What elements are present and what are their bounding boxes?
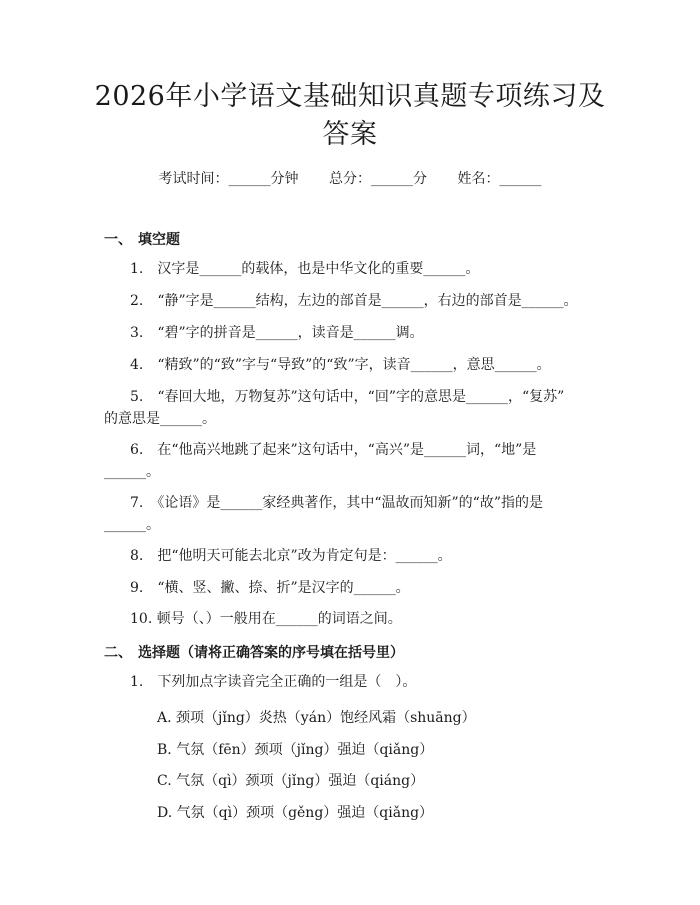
section-heading-multiple-choice xyxy=(104,642,404,662)
question-continuation: ______。 xyxy=(104,464,160,480)
question-line: 10. 顿号（、）一般用在______的词语之间。 xyxy=(130,611,402,627)
question-line: 3. “碧”字的拼音是______，读音是______调。 xyxy=(130,325,424,341)
question-continuation: ______。 xyxy=(104,517,160,533)
exam-time-field: 考试时间：______分钟 xyxy=(158,171,299,187)
question-continuation: 的意思是______。 xyxy=(104,411,216,427)
option-b: B. 气氛（fēn）颈项（jǐng）强迫（qiǎng） xyxy=(157,742,434,758)
question-line: 2. “静”字是______结构，左边的部首是______，右边的部首是______。 xyxy=(130,293,578,309)
total-score-field: 总分：______分 xyxy=(329,171,427,187)
section-title: 选择题（请将正确答案的序号填在括号里） xyxy=(138,645,404,661)
question-line: 9. “横、竖、撇、捺、折”是汉字的______。 xyxy=(130,580,410,596)
section-heading-fill-blank xyxy=(104,229,180,249)
option-a: A. 颈项（jǐng）炎热（yán）饱经风霜（shuāng） xyxy=(157,710,476,726)
section-number: 二、 xyxy=(104,645,132,661)
question-line: 4. “精致”的“致”字与“导致”的“致”字，读音______，意思______。 xyxy=(130,357,551,373)
option-d: D. 气氛（qì）颈项（gěng）强迫（qiǎng） xyxy=(157,805,434,821)
option-c: C. 气氛（qì）颈项（jǐng）强迫（qiáng） xyxy=(157,773,425,789)
question-line: 8. 把“他明天可能去北京”改为肯定句是：______。 xyxy=(130,548,452,564)
question-line: 5. “春回大地，万物复苏”这句话中，“回”字的意思是______，“复苏” xyxy=(130,389,565,405)
question-line: 1. 汉字是______的载体，也是中华文化的重要______。 xyxy=(130,261,480,277)
question-line: 6. 在“他高兴地跳了起来”这句话中，“高兴”是______词，“地”是 xyxy=(130,442,537,458)
section-title: 填空题 xyxy=(138,232,180,248)
question-line: 7. 《论语》是______家经典著作，其中“温故而知新”的“故”指的是 xyxy=(130,495,543,511)
question-line: 1. 下列加点字读音完全正确的一组是（ ）。 xyxy=(130,674,417,690)
section-number: 一、 xyxy=(104,232,132,248)
page-title: 2026年小学语文基础知识真题专项练习及答案 xyxy=(94,81,606,150)
student-name-field: 姓名：______ xyxy=(457,171,542,187)
exam-info-row xyxy=(0,168,700,188)
